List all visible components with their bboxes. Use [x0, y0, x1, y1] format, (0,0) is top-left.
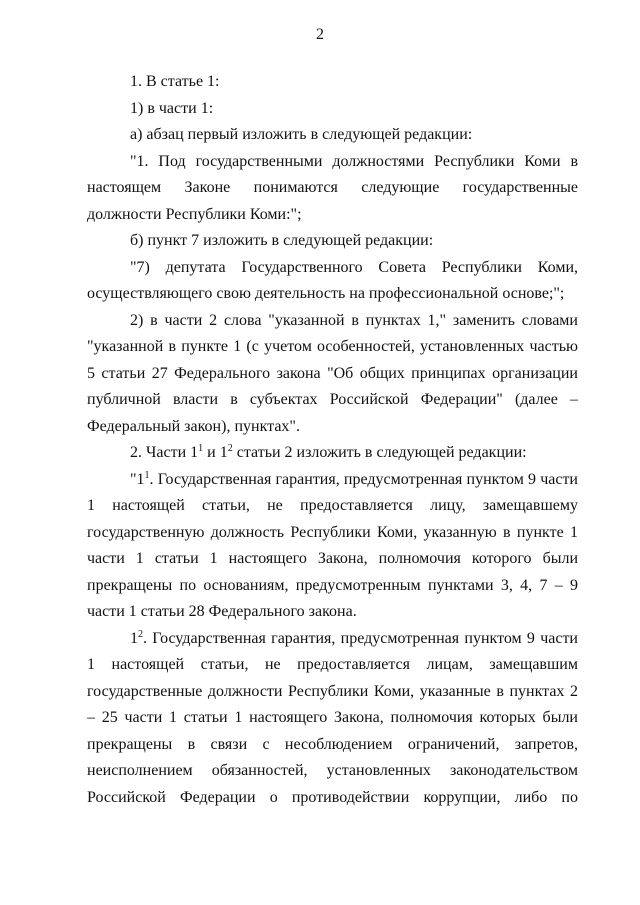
paragraph-quote-7: "7) депутата Государственного Совета Республики Коми, осуществляющего свою деятельность на профессиональной основе;";: [87, 258, 578, 302]
paragraph-part-1-2-text: . Государственная гарантия, предусмотренная пунктом 9 части 1 настоящей статьи, не предоставляется лицам, замещавшим государственные должности Республики Коми, указанные в пунктах 2 – 25 части 1 статьи 1 настоящего Закона, полномочия которых были прекращены в связи с несоблюдением ограничений, запретов, неисполнением обязанностей, установленных законодательством Российской Федерации о противодействии коррупции, либо по: [87, 629, 578, 806]
paragraph-article-2-text: 2. Части 1: [130, 444, 199, 461]
superscript: 2: [227, 443, 233, 454]
paragraph-part-1-1-text: . Государственная гарантия, предусмотренная пунктом 9 части 1 настоящей статьи, не предоставляется лицу, замещавшему государственную должность Республики Коми, указанную в пункте 1 части 1 статьи 1 настоящего Закона, полномочия которого были прекращены по основаниям, предусмотренным пунктами 3, 4, 7 – 9 части 1 статьи 28 Федерального закона.: [87, 470, 578, 620]
paragraph-part-2: 2) в части 2 слова "указанной в пунктах 1," заменить словами "указанной в пункте 1 (с учетом особенностей, установленных частью 5 статьи 27 Федерального закона "Об общих принципах организации публичной власти в субъектах Российской Федерации" (далее – Федеральный закон), пунктах".: [87, 311, 578, 435]
paragraph-article-2-text: статьи 2 изложить в следующей редакции:: [232, 444, 527, 461]
document-body: [87, 69, 578, 811]
paragraph-part-1-2-text: 1: [130, 629, 138, 647]
paragraph-part-1: 1) в части 1:: [130, 99, 214, 117]
paragraph-quote-1: "1. Под государственными должностями Республики Коми в настоящем Законе понимаются следующие государственные должности Республики Коми:";: [87, 152, 578, 223]
superscript: 1: [144, 469, 150, 481]
superscript: 2: [138, 628, 143, 640]
paragraph-article-2-text: и 1: [203, 444, 228, 461]
paragraph-article-1: 1. В статье 1:: [130, 73, 220, 90]
superscript: 1: [198, 443, 204, 454]
paragraph-item-b: б) пункт 7 изложить в следующей редакции:: [130, 232, 434, 249]
paragraph-item-a: а) абзац первый изложить в следующей редакции:: [130, 126, 473, 143]
paragraph-article-2: [87, 440, 578, 467]
paragraph-part-1-1-text: "1: [130, 470, 145, 488]
paragraph-part-1-1: [87, 467, 578, 626]
paragraph-part-1-2: [87, 626, 578, 812]
page-number: 2: [316, 26, 324, 43]
